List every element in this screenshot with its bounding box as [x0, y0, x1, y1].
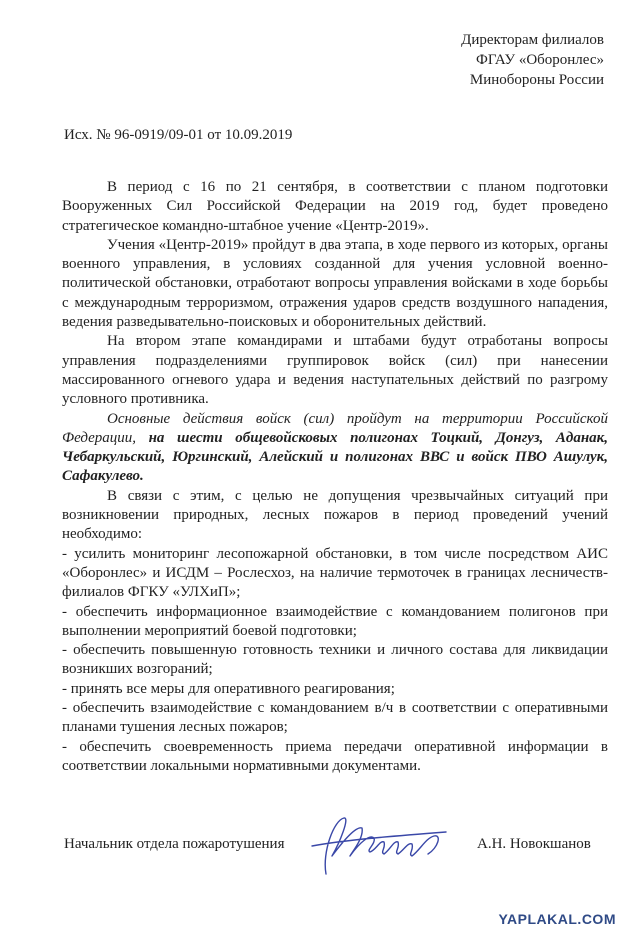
- paragraph: В связи с этим, с целью не допущения чрезвычайных ситуаций при возникновении природных, лесных пожаров в период проведений учений необходимо:: [62, 487, 608, 543]
- letter-body: [62, 178, 608, 776]
- addressee-block: [461, 30, 604, 90]
- signatory-name: А.Н. Новокшанов: [477, 836, 591, 852]
- list-item: - обеспечить взаимодействие с командованием в/ч в соответствии с оперативными планами тушения лесных пожаров;: [62, 700, 608, 736]
- list-item: - принять все меры для оперативного реагирования;: [62, 680, 395, 697]
- list-item: - усилить мониторинг лесопожарной обстановки, в том числе посредством АИС «Оборонлес» и ИСДМ – Рослесхоз, на наличие термоточек в границах лесничеств-филиалов ФГКУ «УЛХиП»;: [62, 545, 608, 601]
- watermark-logo: YAPLAKAL.COM: [498, 911, 616, 927]
- handwritten-signature: [304, 812, 454, 882]
- list-item: - обеспечить своевременность приема передачи оперативной информации в соответствии локальными нормативными документами.: [62, 738, 608, 774]
- addressee-line: Директорам филиалов: [461, 32, 604, 48]
- signatory-title: Начальник отдела пожаротушения: [64, 836, 285, 852]
- list-item: - обеспечить информационное взаимодействие с командованием полигонов при выполнении мероприятий боевой подготовки;: [62, 603, 608, 639]
- bold-italic-text: на шести общевойсковых полигонах Тоцкий, Донгуз, Аданак, Чебаркульский, Юргинский, Алейский и полигонах ВВС и войск ПВО Ашулук, Сафакулево.: [62, 429, 608, 485]
- paragraph-highlighted: [62, 410, 608, 487]
- italic-text: Основные действия войск (сил) пройдут на территории Российской Федерации,: [62, 410, 608, 446]
- paragraph: Учения «Центр-2019» пройдут в два этапа, в ходе первого из которых, органы военного управления, в условиях созданной для учения условной военно-политической обстановки, отработают вопросы управления войсками в ходе борьбы с международным терроризмом, отражения ударов средств воздушного нападения, ведения разведывательно-поисковых и оборонительных действий.: [62, 236, 608, 331]
- paragraph: В период с 16 по 21 сентября, в соответствии с планом подготовки Вооруженных Сил Российской Федерации на 2019 год, будет проведено стратегическое командно-штабное учение «Центр-2019».: [62, 179, 608, 234]
- addressee-line: Минобороны России: [469, 72, 604, 88]
- paragraph: На втором этапе командирами и штабами будут отработаны вопросы управления подразделениями группировок войск (сил) при нанесении массированного огневого удара и ведения наступательных действий по разгрому условного противника.: [62, 333, 608, 408]
- signature-row: [64, 828, 608, 868]
- addressee-line: ФГАУ «Оборонлес»: [476, 52, 604, 68]
- list-item: - обеспечить повышенную готовность техники и личного состава для ликвидации возникших возгораний;: [62, 642, 608, 678]
- outgoing-reference: Исх. № 96-0919/09-01 от 10.09.2019: [64, 127, 293, 143]
